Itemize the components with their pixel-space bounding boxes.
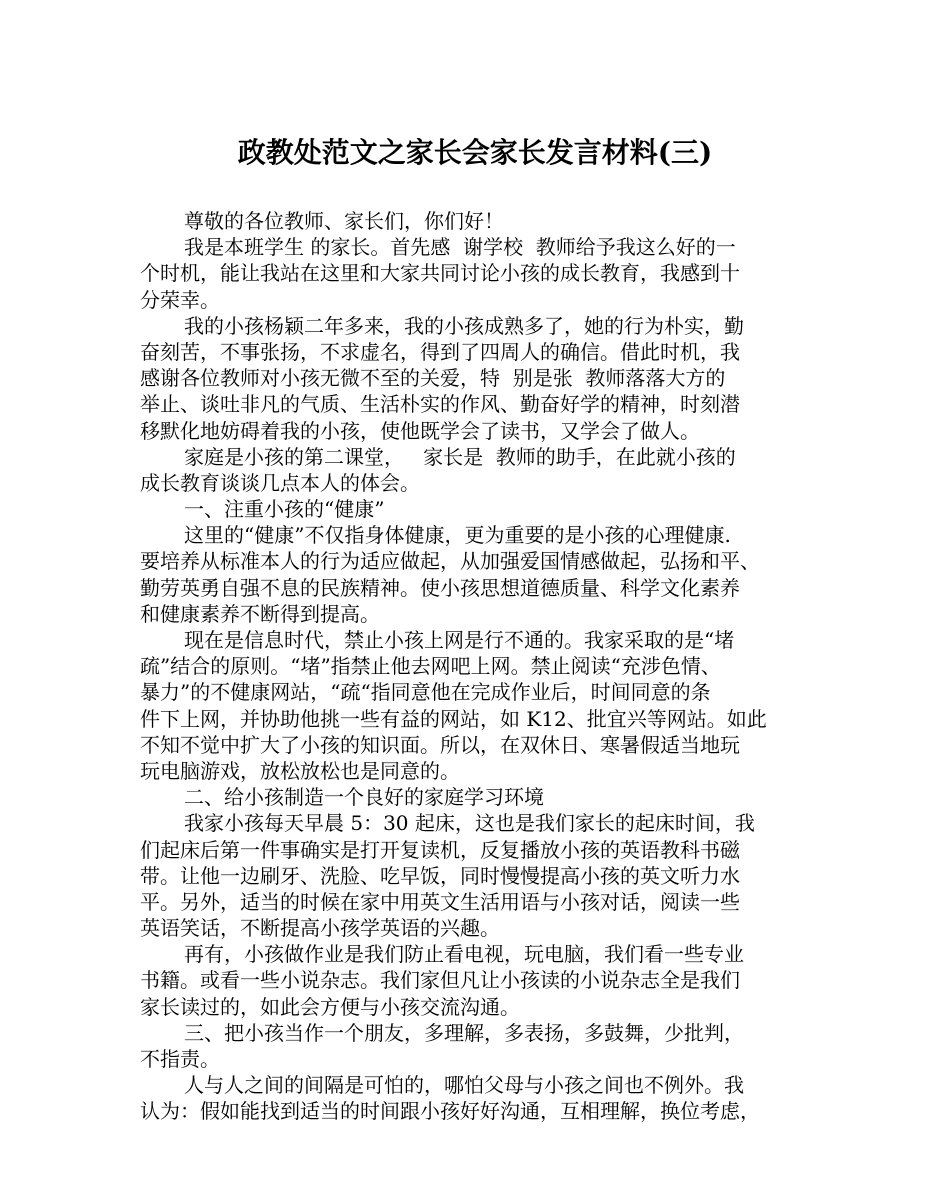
text-line: 平。另外，适当的时候在家中用英文生活用语与小孩对话，阅读一些 — [140, 889, 740, 914]
text-line: 玩电脑游戏，放松放松也是同意的。 — [140, 758, 460, 783]
text-line: 们起床后第一件事确实是打开复读机，反复播放小孩的英语教科书磁 — [140, 837, 740, 862]
text-line: 家长读过的，如此会方便与小孩交流沟通。 — [140, 994, 520, 1019]
text-line: 和健康素养不断得到提高。 — [140, 601, 380, 626]
text-line: 感谢各位教师对小孩无微不至的关爱，特 别是张 教师落落大方的 — [140, 366, 726, 391]
text-line: 要培养从标准本人的行为适应做起，从加强爱国情感做起，弘扬和平、 — [140, 549, 760, 574]
text-line: 英语笑话，不断提高小孩学英语的兴趣。 — [140, 916, 500, 941]
text-line: 分荣幸。 — [140, 287, 220, 312]
text-line: 勤劳英勇自强不息的民族精神。使小孩思想道德质量、科学文化素养 — [140, 575, 740, 600]
text-line: 尊敬的各位教师、家长们，你们好！ — [184, 209, 504, 233]
text-line: 家庭是小孩的第二课堂， 家长是 教师的助手，在此就小孩的 — [184, 444, 736, 469]
text-line: 书籍。或看一些小说杂志。我们家但凡让小孩读的小说杂志全是我们 — [140, 968, 740, 993]
text-line: 二、给小孩制造一个良好的家庭学习环境 — [184, 785, 544, 810]
text-line: 再有，小孩做作业是我们防止看电视，玩电脑，我们看一些专业 — [184, 942, 744, 967]
text-line: 疏”结合的原则。“堵”指禁止他去网吧上网。禁止阅读“充涉色情、 — [140, 654, 721, 679]
text-line: 件下上网，并协助他挑一些有益的网站，如 K12、批宜兴等网站。如此 — [140, 706, 767, 731]
text-line: 成长教育谈谈几点本人的体会。 — [140, 470, 420, 495]
text-line: 不指责。 — [140, 1047, 220, 1071]
text-line: 个时机，能让我站在这里和大家共同讨论小孩的成长教育，我感到十 — [140, 261, 740, 286]
text-line: 我家小孩每天早晨 5：30 起床，这也是我们家长的起床时间，我 — [184, 811, 755, 836]
text-line: 奋刻苦，不事张扬，不求虚名，得到了四周人的确信。借此时机，我 — [140, 339, 740, 364]
text-line: 不知不觉中扩大了小孩的知识面。所以，在双休日、寒暑假适当地玩 — [140, 732, 740, 757]
text-line: 一、注重小孩的“健康” — [184, 497, 385, 522]
text-line: 带。让他一边刷牙、洗脸、吃早饭，同时慢慢提高小孩的英文听力水 — [140, 863, 740, 888]
document-body — [140, 208, 816, 1125]
text-line: 现在是信息时代，禁止小孩上网是行不通的。我家采取的是“堵 — [184, 628, 735, 652]
text-line: 这里的“健康”不仅指身体健康，更为重要的是小孩的心理健康. — [184, 523, 731, 548]
text-line: 我是本班学生 的家长。首先感 谢学校 教师给予我这么好的一 — [184, 235, 736, 260]
text-line: 三、把小孩当作一个朋友，多理解，多表扬，多鼓舞，少批判， — [184, 1020, 744, 1045]
document-title: 政教处范文之家长会家长发言材料(三) — [237, 136, 713, 169]
text-line: 认为：假如能找到适当的时间跟小孩好好沟通，互相理解，换位考虑， — [140, 1099, 760, 1124]
text-line: 人与人之间的间隔是可怕的，哪怕父母与小孩之间也不例外。我 — [184, 1073, 744, 1098]
text-line: 移默化地妨碍着我的小孩，使他既学会了读书，又学会了做人。 — [140, 418, 700, 443]
text-line: 我的小孩杨颖二年多来，我的小孩成熟多了，她的行为朴实，勤 — [184, 313, 744, 338]
text-line: 举止、谈吐非凡的气质、生活朴实的作风、勤奋好学的精神，时刻潜 — [140, 392, 740, 417]
text-line: 暴力”的不健康网站，“疏“指同意他在完成作业后，时间同意的条 — [140, 680, 711, 705]
